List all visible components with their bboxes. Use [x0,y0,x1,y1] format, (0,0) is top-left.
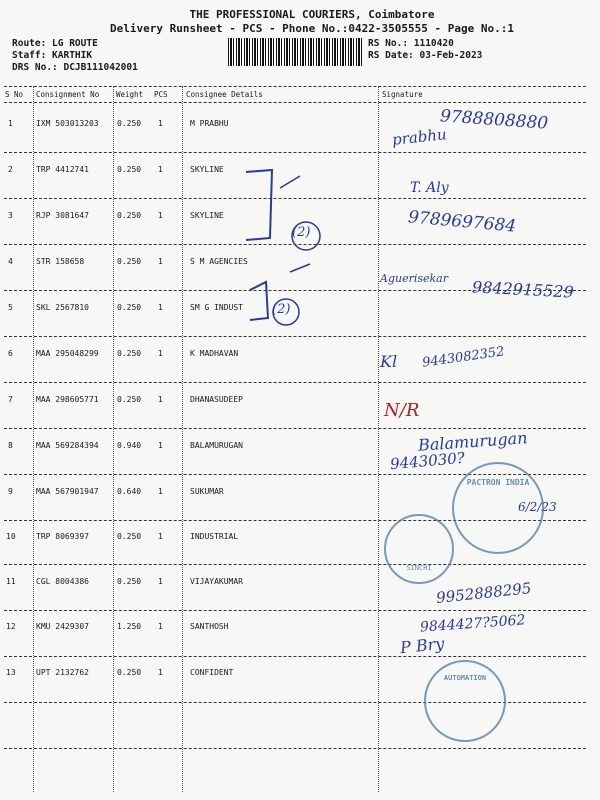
row-consignment: MAA 569284394 [36,441,99,450]
row-weight: 0.250 [117,577,142,586]
row-consignee: CONFIDENT [190,668,234,677]
row-pcs: 1 [158,668,163,677]
handwritten-phone: 9788808880 [439,106,549,134]
row-sno: 6 [8,349,13,358]
handwritten-signature: Aguerisekar [380,272,448,285]
row-consignment: TRP 4412741 [36,165,89,174]
row-weight: 0.250 [117,395,142,404]
row-consignment: TRP 8069397 [36,532,89,541]
row-weight: 0.250 [117,532,142,541]
row-weight: 0.250 [117,668,142,677]
tick-mark [290,264,310,272]
row-consignment: RJP 3081647 [36,211,89,220]
row-weight: 0.250 [117,303,142,312]
runsheet-title: Delivery Runsheet - PCS - Phone No.:0422-3505555 - Page No.:1 [110,22,514,35]
row-weight: 0.250 [117,257,142,266]
row-sno: 5 [8,303,13,312]
row-weight: 0.940 [117,441,142,450]
row-sno: 8 [8,441,13,450]
row-consignee: SKYLINE [190,165,224,174]
handwritten-phone: 9842915529 [471,277,575,302]
row-pcs: 1 [158,395,163,404]
row-consignee: S M AGENCIES [190,257,248,266]
row-consignment: MAA 298605771 [36,395,99,404]
stamp-text: SINCHI [406,564,432,572]
row-weight: 0.640 [117,487,142,496]
row-consignment: IXM 503013203 [36,119,99,128]
col-pcs: PCS [154,90,168,99]
handwritten-phone: 9443030? [389,448,466,474]
col-consignee: Consignee Details [186,90,263,99]
handwritten-phone: 9443082352 [421,344,506,371]
bracket-mark [250,282,268,320]
company-stamp [424,660,506,742]
company-stamp [452,462,544,554]
row-pcs: 1 [158,303,163,312]
col-sno: S No [5,90,24,99]
row-pcs: 1 [158,487,163,496]
col-consignment: Consignment No [36,90,100,99]
row-sno: 9 [8,487,13,496]
handwritten-signature: P Bry [399,633,446,658]
row-weight: 0.250 [117,119,142,128]
row-pcs: 1 [158,165,163,174]
handwritten-not-received: N/R [384,400,420,421]
row-weight: 1.250 [117,622,142,631]
row-consignee: INDUSTRIAL [190,532,239,541]
row-pcs: 1 [158,257,163,266]
row-consignment: CGL 8004386 [36,577,89,586]
tick-mark [280,176,300,188]
row-sno: 4 [8,257,13,266]
company-stamp [384,514,454,584]
row-weight: 0.250 [117,211,142,220]
row-sno: 11 [6,577,16,586]
row-consignment: STR 158658 [36,257,85,266]
row-weight: 0.250 [117,349,142,358]
row-pcs: 1 [158,211,163,220]
row-pcs: 1 [158,532,163,541]
row-sno: 12 [6,622,16,631]
row-sno: 1 [8,119,13,128]
stamp-text: AUTOMATION [443,674,487,682]
handwritten-date: 6/2/23 [518,500,557,514]
drs-number: DRS No.: DCJB111042001 [12,62,138,73]
row-consignment: SKL 2567810 [36,303,89,312]
rs-date: RS Date: 03-Feb-2023 [368,50,483,61]
bracket-mark [246,170,272,240]
row-consignment: KMU 2429307 [36,622,89,631]
row-consignee: BALAMURUGAN [190,441,243,450]
handwritten-count: (2) [272,302,291,317]
handwritten-signature: Balamurugan [417,428,528,455]
row-consignee: SUKUMAR [190,487,224,496]
row-sno: 2 [8,165,13,174]
row-pcs: 1 [158,577,163,586]
row-consignee: SM G INDUST [190,303,243,312]
handwritten-phone: 9952888295 [435,579,533,607]
handwritten-count: (2) [292,225,311,240]
route-label: Route: LG ROUTE [12,38,98,49]
row-consignee: SKYLINE [190,211,224,220]
row-consignment: MAA 295048299 [36,349,99,358]
handwritten-signature: T. Aly [410,180,449,196]
row-consignment: MAA 567901947 [36,487,99,496]
row-consignee: VIJAYAKUMAR [190,577,243,586]
row-sno: 13 [6,668,16,677]
row-pcs: 1 [158,119,163,128]
row-consignee: DHANASUDEEP [190,395,243,404]
stamp-text: PACTRON INDIA [466,478,530,487]
row-consignee: SANTHOSH [190,622,229,631]
handwritten-phone: 9789697684 [407,207,517,237]
rs-number: RS No.: 1110420 [368,38,454,49]
row-consignee: M PRABHU [190,119,229,128]
row-pcs: 1 [158,349,163,358]
staff-label: Staff: KARTHIK [12,50,93,61]
row-pcs: 1 [158,441,163,450]
row-pcs: 1 [158,622,163,631]
handwritten-phone: 9844427?5062 [419,612,526,636]
row-sno: 3 [8,211,13,220]
row-consignee: K MADHAVAN [190,349,239,358]
col-signature: Signature [382,90,423,99]
row-sno: 10 [6,532,16,541]
handwritten-signature: Kl [380,352,398,371]
handwritten-signature: prabhu [391,125,448,149]
row-sno: 7 [8,395,13,404]
row-weight: 0.250 [117,165,142,174]
col-weight: Weight [116,90,144,99]
row-consignment: UPT 2132762 [36,668,89,677]
company-title: THE PROFESSIONAL COURIERS, Coimbatore [189,8,435,21]
